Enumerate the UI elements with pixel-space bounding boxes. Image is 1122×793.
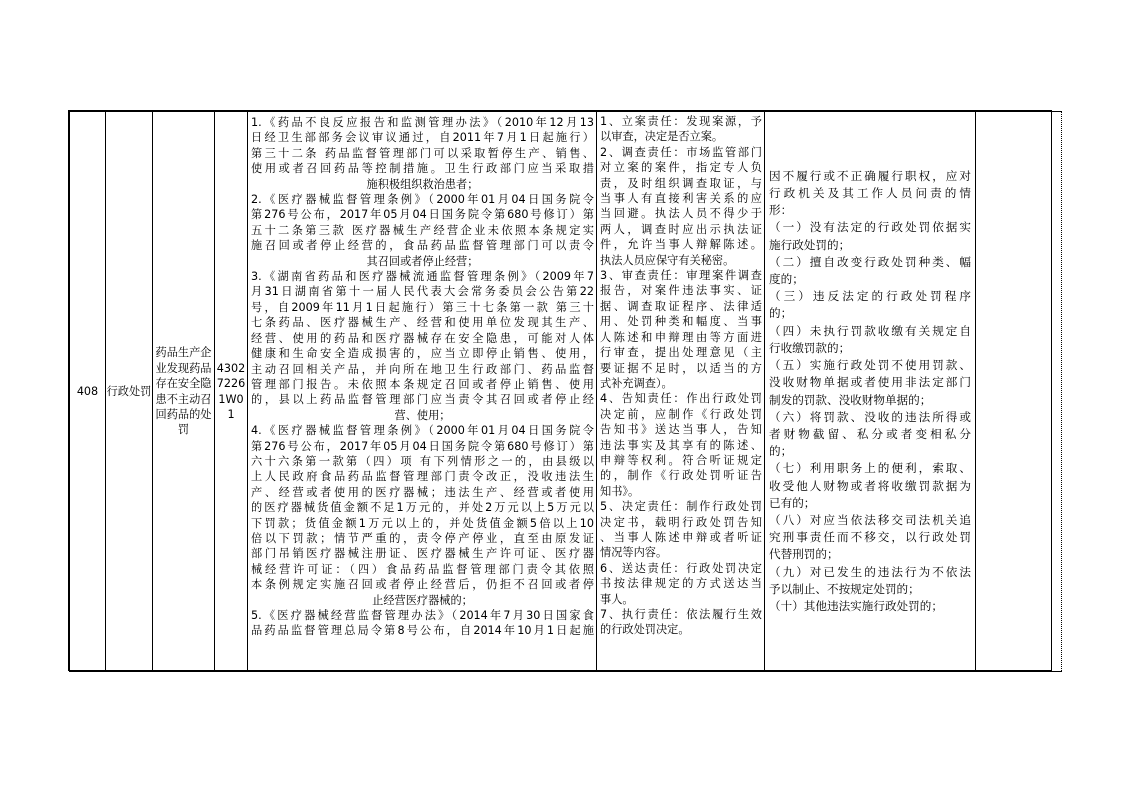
legal-basis-text — [248, 112, 596, 639]
power-code-cell: 43027226 1W01 — [215, 112, 248, 672]
text-line: 品药品监督管理总局令第8号公布，自2014年10月1日起施 — [251, 624, 594, 638]
text-line: 要证据不足时，以适当的方 — [600, 361, 762, 375]
text-line: 月31日湖南省第十一届人民代表大会常务委员会公告第22 — [251, 285, 594, 299]
text-line: 施积极组织救治患者； — [366, 177, 479, 191]
text-line: 第三十二条 药品监督管理部门可以采取暂停生产、销售、 — [251, 146, 594, 160]
text-line: 因不履行或不正确履行职权，应对 — [769, 168, 971, 183]
text-line: 决定前，应制作《行政处罚 — [600, 407, 762, 421]
text-line: 申辩等权利。符合听证规定 — [600, 453, 762, 467]
text-line: 当回避。执法人员不得少于 — [600, 207, 762, 221]
text-line: 以审查，决定是否立案。 — [600, 130, 724, 144]
text-line: 的医疗器械货值金额不足1万元的，并处2万元以上5万元以 — [251, 501, 594, 515]
document-table-container — [68, 110, 1052, 671]
text-line: （六）将罚款、没收的违法所得或 — [769, 409, 971, 424]
text-line: 当事人有直接利害关系的应 — [600, 192, 762, 206]
text-line: 式补充调查）。 — [600, 376, 673, 390]
text-line: 止经营医疗器械的； — [372, 593, 473, 607]
responsibility-cell — [597, 112, 765, 672]
text-line: 4、告知责任：作出行政处罚 — [600, 392, 762, 406]
power-type-cell: 行政处罚 — [106, 112, 153, 672]
text-line: 度的； — [769, 272, 804, 287]
text-line: 械经营许可证：（四）食品药品监督管理部门责令其依照 — [251, 562, 594, 576]
table-row — [70, 112, 1062, 672]
text-line: 用、处罚种类和幅度、当事 — [600, 315, 762, 329]
text-line: 、当事人陈述申辩或者听证 — [600, 530, 762, 544]
text-line: （八）对应当依法移交司法机关追 — [769, 512, 971, 527]
text-line: 的，县以上药品监督管理部门应当责令其召回或者停止经 — [251, 393, 594, 407]
text-line: 对立案的案件，指定专人负 — [600, 161, 762, 175]
accountability-text — [765, 168, 975, 615]
text-line: 予以制止、不按规定处罚的； — [769, 581, 920, 596]
text-line: 代替刑罚的； — [769, 547, 839, 562]
text-line: 号，自2009年11月1日起施行）第三十七条第一款 第三十 — [251, 300, 594, 314]
text-line: 3、审查责任：审理案件调查 — [600, 269, 762, 283]
text-line: 行审查，提出处理意见（主 — [600, 346, 762, 360]
text-line: 已有的； — [769, 495, 816, 510]
text-line: 第276号公布，2017年05月04日国务院令第680号修订）第 — [251, 208, 594, 222]
text-line: 形： — [769, 203, 793, 218]
text-line: 上人民政府食品药品监督管理部门责令改正，没收违法生 — [251, 470, 594, 484]
text-line: 执法人员应保守有关秘密。 — [600, 253, 735, 267]
accountability-cell — [765, 112, 976, 672]
text-line: 报告，对案件违法事实、证 — [600, 284, 762, 298]
text-line: 日经卫生部部务会议审议通过，自2011年7月1日起施行） — [251, 131, 594, 145]
text-line: （九）对已发生的违法行为不依法 — [769, 564, 971, 579]
text-line: （四）未执行罚款收缴有关规定自 — [769, 323, 971, 338]
text-line: 行收缴罚款的； — [769, 340, 851, 355]
text-line: 行政机关及其工作人员问责的情 — [769, 186, 971, 201]
text-line: 2、调查责任：市场监管部门 — [600, 145, 762, 159]
text-line: 事人。 — [600, 592, 634, 606]
text-line: （五）实施行政处罚不使用罚款、 — [769, 358, 971, 373]
text-line: 第276号公布，2017年05月04日国务院令第680号修订）第 — [251, 439, 594, 453]
text-line: 经营、使用的药品和医疗器械存在安全隐患，可能对人体 — [251, 331, 594, 345]
item-number-cell: 408 — [70, 112, 106, 672]
text-line: 的； — [769, 306, 793, 321]
text-line: 违法事实及其享有的陈述、 — [600, 438, 762, 452]
text-line: 主动召回相关产品，并向所在地卫生行政部门、药品监督 — [251, 362, 594, 376]
text-line: 收受他人财物或者将收缴罚款据为 — [769, 478, 971, 493]
power-list-table — [69, 111, 1062, 672]
text-line: 六十六条第一款第（四）项 有下列情形之一的，由县级以 — [251, 454, 594, 468]
text-line: 3.《湖南省药品和医疗器械流通监督管理条例》（2009年7 — [251, 270, 594, 284]
text-line: 7、执行责任：依法履行生效 — [600, 608, 762, 621]
text-line: 七条药品、医疗器械生产、经营和使用单位发现其生产、 — [251, 316, 594, 330]
text-line: 本条例规定实施召回或者停止经营后，仍拒不召回或者停 — [251, 578, 594, 592]
text-line: 告知书》送达当事人，告知 — [600, 423, 762, 437]
text-line: 没收财物单据或者使用非法定部门 — [769, 375, 971, 390]
text-line: 制发的罚款、没收财物单据的； — [769, 392, 932, 407]
text-line: 产、经营或者使用的医疗器械；违法生产、经营或者使用 — [251, 485, 594, 499]
text-line: 1、立案责任：发现案源，予 — [600, 115, 762, 128]
text-line: 责，及时组织调查取证，与 — [600, 176, 762, 190]
text-line: 倍以下罚款；情节严重的，责令停产停业，直至由原发证 — [251, 531, 594, 545]
text-line: 其召回或者停止经营； — [366, 254, 479, 268]
text-line: 健康和生命安全造成损害的，应当立即停止销售、使用， — [251, 347, 594, 361]
text-line: 施行政处罚的； — [769, 237, 851, 252]
text-line: 人陈述和申辩理由等方面进 — [600, 330, 762, 344]
text-line: 情况等内容。 — [600, 546, 668, 560]
text-line: 5、决定责任：制作行政处罚 — [600, 500, 762, 514]
text-line: （十）其他违法实施行政处罚的； — [769, 598, 943, 613]
text-line: 书按法律规定的方式送达当 — [600, 577, 762, 591]
text-line: 部门吊销医疗器械注册证、医疗器械生产许可证、医疗器 — [251, 547, 594, 561]
text-line: 的，制作《行政处罚听证告 — [600, 469, 762, 483]
text-line: 施召回或者停止经营的，食品药品监督管理部门可以责令 — [251, 239, 594, 253]
text-line: 决定书，载明行政处罚告知 — [600, 515, 762, 529]
text-line: （七）利用职务上的便利，索取、 — [769, 461, 971, 476]
legal-basis-cell — [248, 112, 597, 672]
text-line: 2.《医疗器械监督管理条例》（2000年01月04日国务院令 — [251, 193, 594, 207]
responsibility-text — [597, 112, 764, 638]
text-line: （三）违反法定的行政处罚程序 — [769, 289, 971, 304]
text-line: （一）没有法定的行政处罚依据实 — [769, 220, 971, 235]
text-line: 者财物截留、私分或者变相私分 — [769, 426, 971, 441]
text-line: 4.《医疗器械监督管理条例》（2000年01月04日国务院令 — [251, 424, 594, 438]
text-line: 究刑事责任而不移交，以行政处罚 — [769, 530, 971, 545]
text-line: 下罚款；货值金额1万元以上的，并处货值金额5倍以上10 — [251, 516, 594, 530]
text-line: 件，允许当事人辩解陈述。 — [600, 238, 762, 252]
text-line: 两人，调查时应出示执法证 — [600, 222, 762, 236]
text-line: 使用或者召回药品等控制措施。卫生行政部门应当采取措 — [251, 162, 594, 176]
text-line: 据、调查取证程序、法律适 — [600, 299, 762, 313]
text-line: 管理部门报告。未依照本条规定召回或者停止销售、使用 — [251, 377, 594, 391]
power-name-cell: 药品生产企业发现药品存在安全隐患不主动召回药品的处罚 — [153, 112, 215, 672]
text-line: 的； — [769, 444, 793, 459]
remarks-cell — [976, 112, 1062, 672]
text-line: 营、使用； — [394, 408, 451, 422]
text-line: 的行政处罚决定。 — [600, 623, 690, 637]
text-line: 知书》。 — [600, 484, 640, 498]
text-line: 1.《药品不良反应报告和监测管理办法》（2010年12月13 — [251, 116, 594, 129]
text-line: 6、送达责任：行政处罚决定 — [600, 561, 762, 575]
text-line: （二）擅自改变行政处罚种类、幅 — [769, 254, 971, 269]
text-line: 5.《医疗器械经营监督管理办法》（2014年7月30日国家食 — [251, 609, 594, 622]
text-line: 五十二条第三款 医疗器械生产经营企业未依照本条规定实 — [251, 223, 594, 237]
